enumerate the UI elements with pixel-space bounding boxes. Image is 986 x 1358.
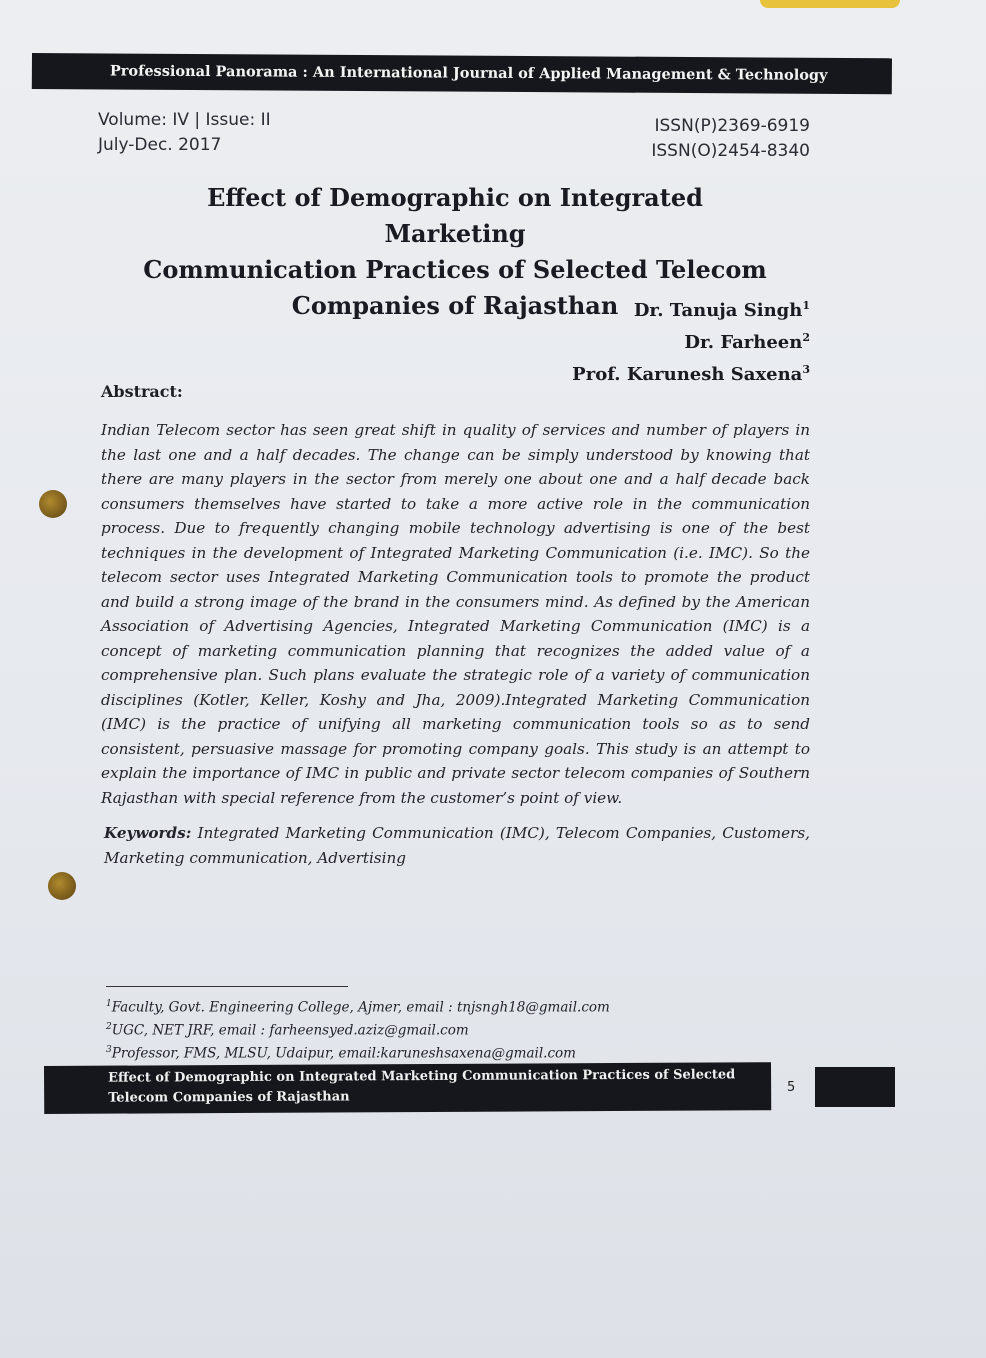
footnotes bbox=[106, 995, 666, 1064]
author-name: Dr. Tanuja Singh bbox=[633, 300, 803, 321]
volume-info bbox=[98, 108, 271, 158]
volume-issue: Volume: IV | Issue: II bbox=[98, 110, 271, 130]
author bbox=[572, 356, 810, 388]
title-line: Effect of Demographic on Integrated Marketing bbox=[207, 183, 703, 248]
author-name: Dr. Farheen bbox=[684, 332, 803, 353]
footnote-mark: 3 bbox=[106, 1045, 112, 1055]
footnote-divider bbox=[106, 986, 348, 987]
footnote-text: UGC, NET JRF, email : farheensyed.aziz@gmail.com bbox=[111, 1022, 469, 1039]
footnote-text: Faculty, Govt. Engineering College, Ajmer, email : tnjsngh18@gmail.com bbox=[111, 999, 610, 1016]
keywords-text: Integrated Marketing Communication (IMC), Telecom Companies, Customers, Marketing communication, Advertising bbox=[104, 824, 810, 867]
title-line: Companies of Rajasthan bbox=[291, 291, 619, 320]
punch-hole-icon bbox=[39, 490, 67, 518]
journal-header-text: Professional Panorama : An International Journal of Applied Management & Technology bbox=[109, 62, 828, 84]
footer-running-title: Effect of Demographic on Integrated Marketing Communication Practices of Selected Telecom Companies of Rajasthan bbox=[108, 1067, 736, 1106]
keywords bbox=[104, 821, 810, 871]
footnote bbox=[106, 995, 666, 1018]
footer-bar bbox=[44, 1062, 771, 1114]
footnote bbox=[106, 1018, 666, 1041]
author-mark: 3 bbox=[802, 363, 810, 376]
author bbox=[572, 292, 810, 324]
journal-header-bar bbox=[32, 53, 892, 94]
punch-hole-icon bbox=[48, 872, 76, 900]
yellow-edge-decoration bbox=[760, 0, 900, 8]
keywords-label: Keywords: bbox=[104, 824, 192, 842]
author-mark: 2 bbox=[802, 331, 810, 344]
abstract-heading: Abstract: bbox=[101, 382, 183, 401]
author-mark: 1 bbox=[802, 299, 810, 312]
author-name: Prof. Karunesh Saxena bbox=[572, 364, 803, 385]
issn-info bbox=[651, 114, 810, 164]
issn-online: ISSN(O)2454-8340 bbox=[651, 141, 810, 161]
footnote-text: Professor, FMS, MLSU, Udaipur, email:karuneshsaxena@gmail.com bbox=[111, 1045, 576, 1062]
title-line: Communication Practices of Selected Telecom bbox=[143, 255, 767, 284]
author bbox=[572, 324, 810, 356]
footer-block bbox=[815, 1067, 895, 1107]
author-list bbox=[572, 292, 810, 388]
publication-period: July-Dec. 2017 bbox=[98, 135, 222, 155]
footnote bbox=[106, 1041, 666, 1064]
footnote-mark: 1 bbox=[106, 999, 112, 1009]
abstract-text: Indian Telecom sector has seen great shift in quality of services and number of players in the last one and a half decades. The change can be simply understood by knowing that there are many players in the sector from merely one about one and a half decade back consumers themselves have started to take a more active role in the communication process. Due to frequently changing mobile technology advertising is one of the best techniques in the development of Integrated Marketing Communication (i.e. IMC). So the telecom sector uses Integrated Marketing Communication tools to promote the product and build a strong image of the brand in the consumers mind. As defined by the American Association of Advertising Agencies, Integrated Marketing Communication (IMC) is a concept of marketing communication planning that recognizes the added value of a comprehensive plan. Such plans evaluate the strategic role of a variety of communication disciplines (Kotler, Keller, Koshy and Jha, 2009).Integrated Marketing Communication (IMC) is the practice of unifying all marketing communication tools so as to send consistent, persuasive massage for promoting company goals. This study is an attempt to explain the importance of IMC in public and private sector telecom companies of Southern Rajasthan with special reference from the customer’s point of view. bbox=[101, 421, 810, 807]
footnote-mark: 2 bbox=[106, 1022, 112, 1032]
page-number: 5 bbox=[787, 1080, 796, 1095]
issn-print: ISSN(P)2369-6919 bbox=[654, 116, 810, 136]
